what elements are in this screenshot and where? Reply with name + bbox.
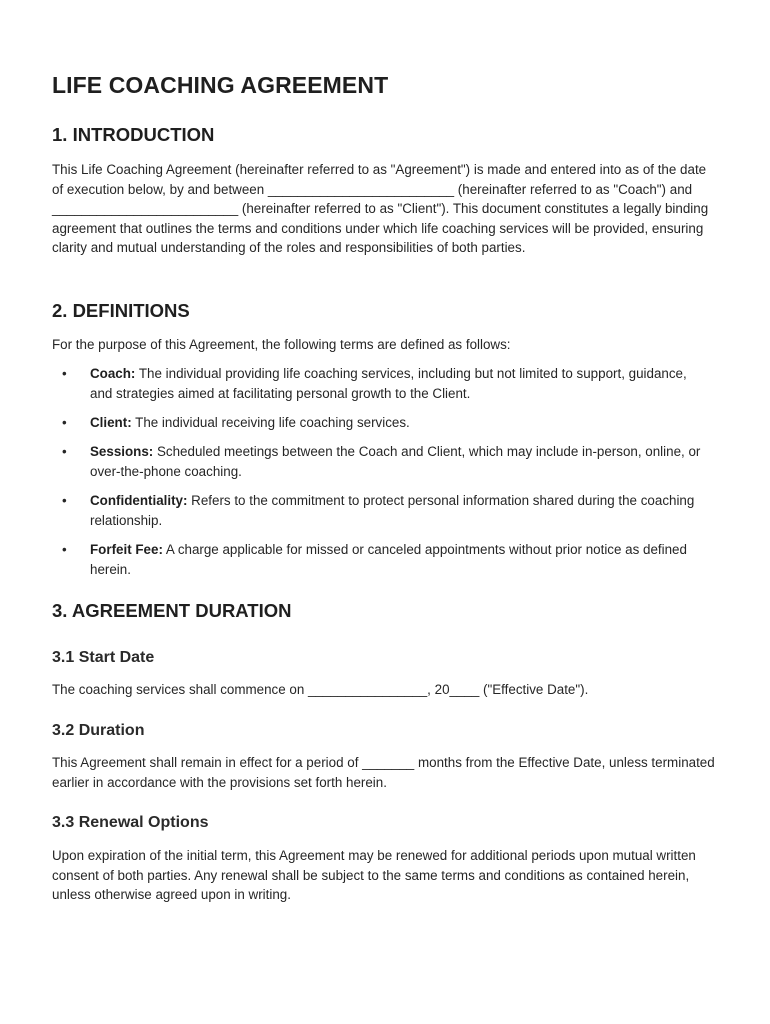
bullet-marker: •	[62, 493, 67, 508]
definition-description: Refers to the commitment to protect personal information shared during the coaching relationship.	[90, 493, 695, 528]
definition-item-confidentiality	[62, 491, 712, 530]
bullet-marker: •	[62, 415, 67, 430]
bullet-marker: •	[62, 366, 67, 381]
definition-text	[90, 413, 712, 433]
definition-item-client	[62, 413, 712, 433]
definition-term: Client:	[90, 415, 132, 430]
duration-paragraph: This Agreement shall remain in effect for a period of _______ months from the Effective Date, unless terminated earlier in accordance with the provisions set forth herein.	[52, 755, 715, 790]
definition-term: Sessions:	[90, 444, 154, 459]
definitions-intro: For the purpose of this Agreement, the following terms are defined as follows:	[52, 337, 511, 352]
definition-description: The individual providing life coaching services, including but not limited to support, guidance, and strategies aimed at facilitating personal growth to the Client.	[90, 366, 687, 401]
subsection-heading-duration: 3.2 Duration	[52, 722, 145, 739]
introduction-paragraph: This Life Coaching Agreement (hereinafter referred to as "Agreement") is made and entered into as of the date of execution below, by and between _________________________ (hereinafter referred to as "Coach") and _________________________ (hereinafter referred to as "Client"). This document constitutes a legally binding agreement that outlines the terms and conditions under which life coaching services will be provided, ensuring clarity and mutual understanding of the roles and responsibilities of both parties.	[52, 162, 709, 256]
bullet-marker: •	[62, 542, 67, 557]
definition-item-sessions	[62, 442, 712, 481]
definition-term: Coach:	[90, 366, 136, 381]
definition-text	[90, 442, 712, 481]
start-date-paragraph: The coaching services shall commence on ________________, 20____ ("Effective Date").	[52, 682, 589, 697]
definition-text	[90, 540, 712, 579]
bullet-marker: •	[62, 444, 67, 459]
definition-text	[90, 364, 712, 403]
section-heading-introduction: 1. INTRODUCTION	[52, 124, 215, 145]
renewal-paragraph: Upon expiration of the initial term, this Agreement may be renewed for additional periods upon mutual written consent of both parties. Any renewal shall be subject to the same terms and conditions as contained herein, unless otherwise agreed upon in writing.	[52, 848, 696, 903]
definition-term: Forfeit Fee:	[90, 542, 163, 557]
subsection-heading-start-date: 3.1 Start Date	[52, 649, 155, 666]
document-title: LIFE COACHING AGREEMENT	[52, 72, 389, 98]
definition-description: Scheduled meetings between the Coach and Client, which may include in-person, online, or over-the-phone coaching.	[90, 444, 701, 479]
section-heading-duration: 3. AGREEMENT DURATION	[52, 600, 292, 621]
definition-description: The individual receiving life coaching services.	[131, 415, 410, 430]
section-heading-definitions: 2. DEFINITIONS	[52, 300, 190, 321]
definition-item-forfeit-fee	[62, 540, 712, 579]
definition-term: Confidentiality:	[90, 493, 188, 508]
subsection-heading-renewal-options: 3.3 Renewal Options	[52, 814, 209, 831]
definition-item-coach	[62, 364, 712, 403]
definition-text	[90, 491, 712, 530]
definition-description: A charge applicable for missed or canceled appointments without prior notice as defined herein.	[90, 542, 687, 577]
